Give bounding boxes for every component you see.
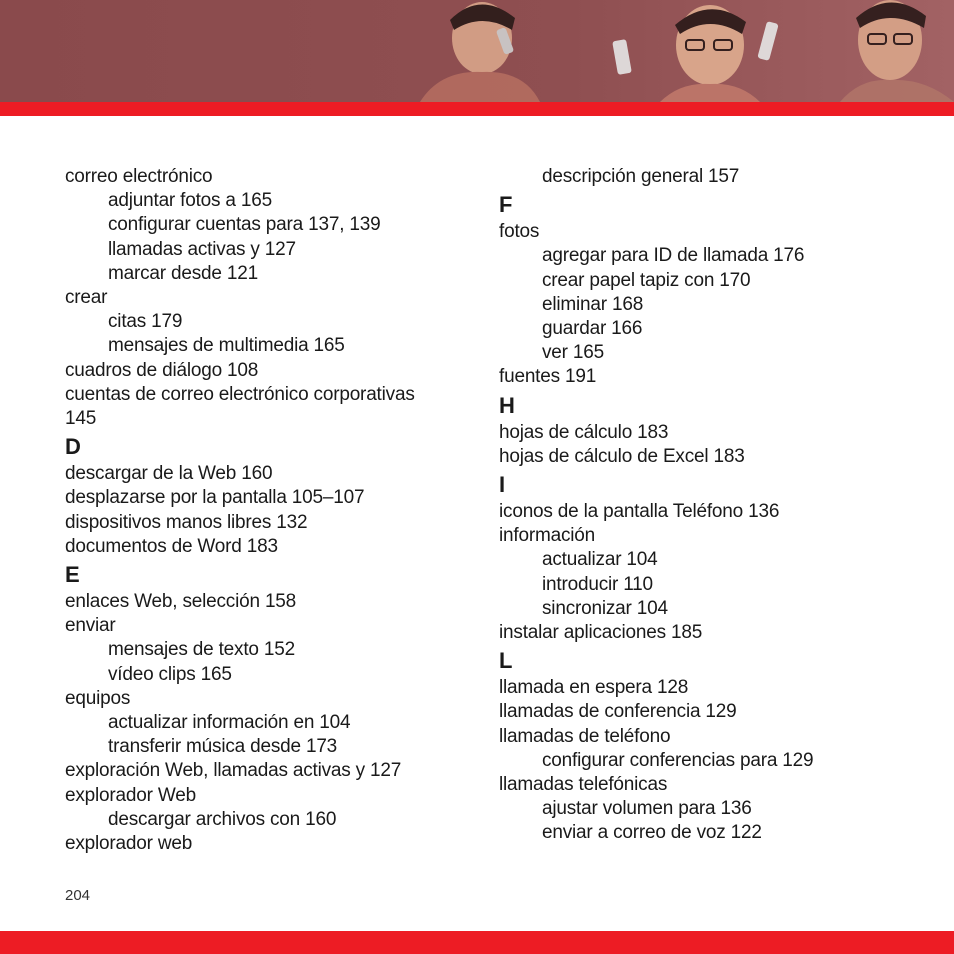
index-column-right xyxy=(499,165,879,846)
index-entry: enviar xyxy=(65,615,116,637)
index-subentry: descargar archivos con 160 xyxy=(108,808,337,830)
header-banner xyxy=(0,0,954,102)
index-subentry: citas 179 xyxy=(108,311,183,333)
index-subentry: mensajes de texto 152 xyxy=(108,639,295,661)
section-letter: H xyxy=(499,392,515,418)
index-subentry: guardar 166 xyxy=(542,318,643,340)
index-entry: cuadros de diálogo 108 xyxy=(65,359,259,381)
index-entry: dispositivos manos libres 132 xyxy=(65,511,308,533)
header-red-stripe xyxy=(0,102,954,116)
index-entry: correo electrónico xyxy=(65,166,213,187)
index-subentry: vídeo clips 165 xyxy=(108,663,232,685)
index-subentry: transferir música desde 173 xyxy=(108,736,338,758)
index-entry: información xyxy=(499,525,596,547)
index-subentry: ajustar volumen para 136 xyxy=(542,798,752,820)
index-subentry: enviar a correo de voz 122 xyxy=(542,822,762,844)
section-letter: L xyxy=(499,648,513,674)
index-subentry: mensajes de multimedia 165 xyxy=(108,335,345,357)
index-entry: instalar aplicaciones 185 xyxy=(499,622,703,644)
index-subentry: llamadas activas y 127 xyxy=(108,238,296,260)
index-subentry: descripción general 157 xyxy=(542,166,740,187)
index-subentry: agregar para ID de llamada 176 xyxy=(542,245,805,267)
index-entry: equipos xyxy=(65,687,131,709)
index-column-left xyxy=(65,165,445,856)
index-entry: desplazarse por la pantalla 105–107 xyxy=(65,487,365,509)
index-entry: cuentas de correo electrónico corporativas 145 xyxy=(65,383,415,430)
index-entry: hojas de cálculo 183 xyxy=(499,421,669,443)
section-letter: D xyxy=(65,434,81,460)
index-entry: llamadas de teléfono xyxy=(499,725,671,747)
index-entry: documentos de Word 183 xyxy=(65,535,278,557)
index-entry: fuentes 191 xyxy=(499,366,597,388)
index-subentry: introducir 110 xyxy=(542,573,653,595)
index-subentry: marcar desde 121 xyxy=(108,262,258,284)
index-entry: explorador web xyxy=(65,833,193,855)
index-entry: hojas de cálculo de Excel 183 xyxy=(499,445,745,467)
index-subentry: eliminar 168 xyxy=(542,293,644,315)
index-subentry: configurar conferencias para 129 xyxy=(542,749,814,771)
index-entry: fotos xyxy=(499,221,540,243)
index-entry: iconos de la pantalla Teléfono 136 xyxy=(499,501,780,523)
index-entry: exploración Web, llamadas activas y 127 xyxy=(65,760,402,782)
index-entry: enlaces Web, selección 158 xyxy=(65,591,297,613)
index-subentry: actualizar información en 104 xyxy=(108,712,351,734)
people-with-phones-photo xyxy=(420,0,954,102)
index-subentry: adjuntar fotos a 165 xyxy=(108,190,272,212)
index-subentry: configurar cuentas para 137, 139 xyxy=(108,214,381,236)
footer-red-stripe xyxy=(0,931,954,954)
section-letter: E xyxy=(65,562,80,588)
section-letter: F xyxy=(499,192,513,218)
page-number: 204 xyxy=(65,887,91,904)
index-subentry: ver 165 xyxy=(542,342,604,364)
index-subentry: actualizar 104 xyxy=(542,549,658,571)
index-subentry: sincronizar 104 xyxy=(542,597,668,619)
index-entry: crear xyxy=(65,287,108,309)
index-entry: llamada en espera 128 xyxy=(499,677,689,699)
section-letter: I xyxy=(499,472,505,498)
index-entry: llamadas de conferencia 129 xyxy=(499,701,737,723)
index-subentry: crear papel tapiz con 170 xyxy=(542,269,751,291)
index-entry: explorador Web xyxy=(65,784,196,806)
index-entry: llamadas telefónicas xyxy=(499,774,668,796)
index-entry: descargar de la Web 160 xyxy=(65,463,273,485)
